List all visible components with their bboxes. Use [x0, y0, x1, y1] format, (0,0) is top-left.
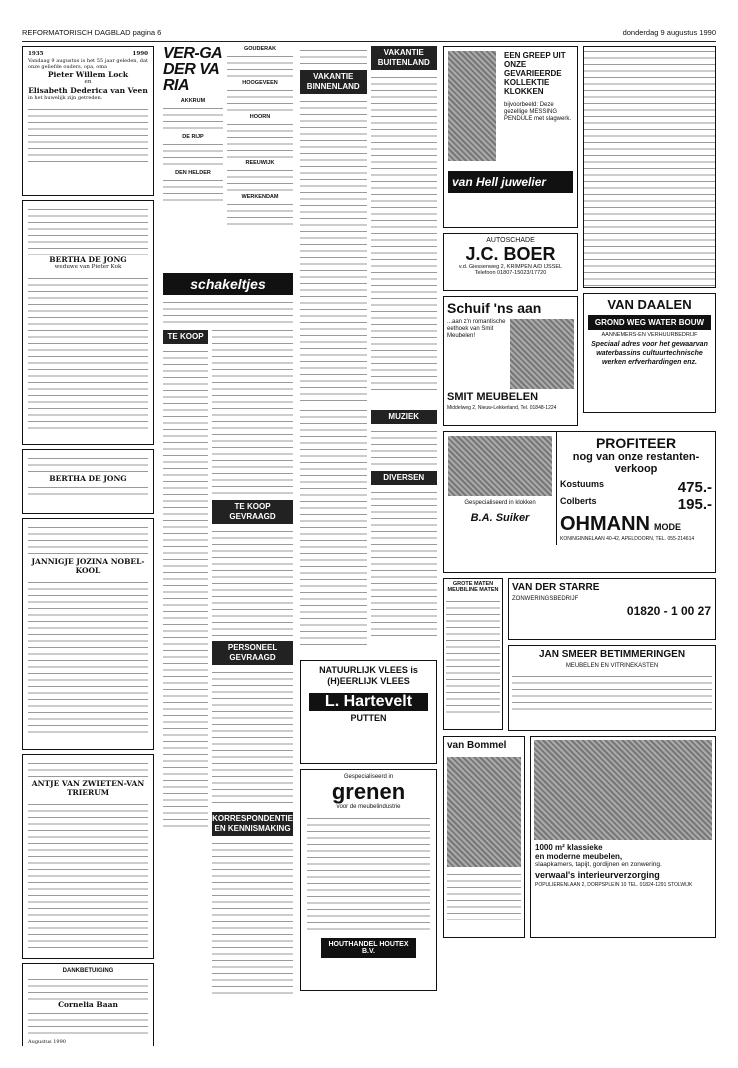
col-meetings-classifieds	[163, 46, 293, 1046]
eethoek-image	[510, 319, 574, 389]
starre-title: VAN DER STARRE	[512, 582, 600, 593]
schakeltjes-intro	[163, 298, 293, 326]
classifieds-right	[371, 46, 438, 406]
section-diversen: DIVERSEN	[371, 471, 438, 485]
grenen-pre: Gespecialiseerd in	[343, 774, 394, 780]
anniversary-notice	[22, 46, 154, 196]
vlees-title: NATUURLIJK VLEES is (H)EERLIJK VLEES	[319, 665, 418, 686]
meeting-list-left	[163, 98, 223, 206]
boer-ad	[443, 233, 578, 291]
meeting-town: WERKENDAM	[241, 194, 279, 200]
suiker-ad	[444, 432, 556, 545]
smit-brand: SMIT MEUBELEN	[447, 391, 539, 403]
name-1: Pieter Willem Lock	[47, 70, 129, 80]
body-text-lines	[28, 454, 148, 474]
daalen-slogan: Speciaal adres voor het gewaarvan waterbassins cultuurtechnische werken erfverhardingen enz.	[591, 341, 708, 366]
name-2: Elisabeth Dederica van Veen	[28, 86, 148, 96]
classified-text	[300, 46, 367, 66]
family-name: Cornelia Baan	[58, 1000, 118, 1009]
thanks-footer: Augustus 1990	[28, 1039, 66, 1045]
intro-text: Vandaag 9 augustus is het 55 jaar geleden, dat onze geliefde ouders, opa, oma	[28, 58, 148, 71]
classified-text	[212, 839, 293, 999]
ohmann-ad	[443, 431, 716, 573]
classified-text	[212, 527, 293, 637]
starre-ad	[508, 578, 716, 640]
death-notice-4	[22, 754, 154, 959]
starre-phone: 01820 - 1 00 27	[626, 604, 711, 618]
body-text-lines	[28, 800, 148, 950]
boer-kind: AUTOSCHADE	[486, 237, 535, 244]
grenen-sub: voor de meubelindustrie	[336, 804, 401, 810]
col-advertisements	[443, 46, 716, 1046]
meubiline-text	[446, 597, 500, 717]
meeting-details	[227, 166, 293, 194]
smit-address: Middelweg 2, Nieuw-Lekkerland, Tel. 01848-1224	[447, 405, 557, 411]
classifieds-right	[212, 326, 293, 1016]
meeting-town: AKKRUM	[180, 98, 206, 104]
header-left: REFORMATORISCH DAGBLAD pagina 6	[22, 28, 162, 37]
smit-ad	[443, 296, 578, 426]
year-left: 1935	[28, 51, 44, 57]
year-right: 1990	[132, 51, 148, 57]
meeting-town: DEN HELDER	[175, 170, 211, 176]
ohmann-logo: OHMANN	[560, 513, 650, 535]
body-text-lines	[28, 523, 148, 557]
header-rule	[22, 41, 716, 42]
daalen-logo: GROND WEG WATER BOUW	[588, 315, 711, 330]
classified-text	[300, 97, 367, 407]
meeting-town: HOORN	[249, 114, 271, 120]
classified-text	[163, 347, 208, 827]
grenen-title: grenen	[331, 779, 406, 804]
deceased-name: JANNIGJE JOZINA NOBEL-KOOL	[31, 557, 145, 575]
page-header	[22, 24, 716, 38]
section-personeel-gevraagd: PERSONEEL GEVRAAGD	[212, 641, 293, 665]
classified-text	[300, 406, 367, 646]
boer-phone: Telefoon 01807-15023/17720	[474, 270, 547, 276]
classified-text	[371, 427, 438, 467]
meubiline-title: GROTE MATEN MEUBILINE MATEN	[447, 581, 499, 593]
pendule-image	[448, 51, 496, 161]
profiteer-title: PROFITEER	[595, 435, 677, 451]
vlees-city: PUTTEN	[350, 713, 387, 723]
body-text-lines	[28, 578, 148, 738]
classified-text	[371, 488, 438, 638]
daalen-tag: AANNEMERS-EN VERHUURBEDRIJF	[601, 332, 698, 338]
profiteer-sub: nog van onze restanten-verkoop	[572, 451, 700, 475]
deceased-name: BERTHA DE JONG	[49, 474, 127, 483]
suiker-name: B.A. Suiker	[470, 512, 530, 524]
jan-title: JAN SMEER BETIMMERINGEN	[538, 649, 686, 660]
classifieds-left-lower	[300, 406, 367, 656]
boer-name: J.C. BOER	[465, 244, 556, 264]
schakeltjes-logo: schakeltjes	[163, 273, 293, 295]
col-vacation-misc	[300, 46, 437, 1046]
meeting-details	[227, 52, 293, 80]
tapijt-ad	[530, 736, 716, 938]
tapijt-line3: slaapkamers, tapijt, gordijnen en zonwering.	[535, 861, 662, 868]
body-text-lines	[28, 274, 148, 434]
meeting-details	[227, 86, 293, 114]
boer-address: v.d. Giessenweg 2, KRIMPEN A/D IJSSEL	[458, 264, 563, 270]
smit-sub: ...aan z'n romantische eethoek van Smit Meubelen!	[447, 319, 506, 339]
daalen-title: VAN DAALEN	[607, 297, 692, 312]
bommel-brand: van Bommel	[447, 740, 507, 751]
meeting-list-right	[227, 46, 293, 271]
tapijt-line2: en moderne meubelen,	[535, 852, 623, 861]
vlees-ad	[300, 660, 437, 764]
houtex-logo: HOUTHANDEL HOUTEX B.V.	[321, 938, 416, 958]
death-notice-2	[22, 449, 154, 514]
item-name: Kostuums	[560, 479, 605, 489]
meeting-details	[163, 140, 223, 170]
jan-body: MEUBELEN EN VITRINEKASTEN	[565, 663, 659, 669]
bommel-text	[447, 870, 521, 920]
section-vakantie-binnenland: VAKANTIE BINNENLAND	[300, 70, 367, 94]
van-daalen-ad	[583, 293, 716, 413]
vlees-brand: L. Hartevelt	[309, 693, 428, 711]
clock-image	[448, 436, 552, 496]
classified-text	[212, 326, 293, 496]
bommel-ad	[443, 736, 525, 938]
classifieds-right-lower	[371, 406, 438, 656]
jan-text	[512, 672, 712, 712]
boot-image	[447, 757, 521, 867]
smit-title: Schuif 'ns aan	[447, 300, 542, 316]
deceased-name: ANTJE VAN ZWIETEN-VAN TRIERUM	[31, 779, 145, 797]
name-and: en	[84, 79, 92, 86]
grenen-sizes	[307, 814, 430, 934]
death-notice-3	[22, 518, 154, 750]
meeting-details	[163, 104, 223, 134]
ohmann-address: KONINGINNELAAN 40-42, APELDOORN, TEL. 055-214614	[560, 536, 695, 542]
tapijt-line4: verwaal's interieurverzorging	[535, 870, 660, 880]
meeting-town: HOOGEVEEN	[242, 80, 278, 86]
body-text-lines	[28, 105, 148, 165]
ohmann-mode: MODE	[654, 522, 681, 532]
clock-ad	[443, 46, 578, 228]
furniture-image	[534, 740, 712, 840]
section-vakantie-buitenland: VAKANTIE BUITENLAND	[371, 46, 438, 70]
body-text-lines	[28, 483, 148, 497]
meubiline-ad	[443, 578, 503, 730]
clock-ad-offer: bijvoorbeeld: Deze gezellige MESSING PENDULE met slagwerk.	[504, 102, 572, 122]
section-muziek: MUZIEK	[371, 410, 438, 424]
meeting-town: GOUDERAK	[243, 46, 277, 52]
deceased-sub: weduwe van Pieter Kok	[54, 264, 122, 270]
classified-text	[212, 668, 293, 808]
meeting-details	[227, 120, 293, 160]
grenen-ad	[300, 769, 437, 991]
header-right: donderdag 9 augustus 1990	[622, 28, 716, 37]
tapijt-address: POPULIERENLAAN 2, DORPSPLEIN 10 TEL. 01824-1291 STOLWIJK	[535, 882, 693, 888]
vergader-varia-block	[163, 46, 223, 271]
body-text-lines	[28, 759, 148, 779]
item-price: 475.-	[677, 479, 712, 496]
item-price: 195.-	[677, 496, 712, 513]
meeting-town: DE RIJP	[182, 134, 204, 140]
classifieds-left	[163, 326, 208, 1016]
death-notice-1	[22, 200, 154, 445]
profiteer-ad	[556, 432, 715, 545]
vergader-varia-logo: VER-GADER VARIA	[163, 46, 223, 94]
body-text-lines	[28, 1009, 148, 1039]
meeting-town: REEUWIJK	[245, 160, 275, 166]
body-text-lines	[28, 205, 148, 255]
section-korrespondentie: KORRESPONDENTIE EN KENNISMAKING	[212, 812, 293, 836]
deceased-name: BERTHA DE JONG	[49, 255, 127, 264]
classified-text	[371, 73, 438, 393]
body-text-lines	[28, 975, 148, 1000]
starre-sub: ZONWERINGSBEDRIJF	[512, 596, 579, 602]
section-te-koop: TE KOOP	[163, 330, 208, 344]
clock-ad-title: EEN GREEP UIT ONZE GEVARIEERDE KOLLEKTIE KLOKKEN	[504, 51, 566, 96]
meeting-details	[163, 176, 223, 206]
meeting-details	[227, 200, 293, 228]
classifieds-left	[300, 46, 367, 406]
item-name: Colberts	[560, 496, 597, 506]
closing-text: in het huwelijk zijn getreden.	[28, 95, 103, 102]
section-te-koop-gevraagd: TE KOOP GEVRAAGD	[212, 500, 293, 524]
van-hell-logo: van Hell juwelier	[448, 171, 573, 193]
col-family-notices	[22, 46, 154, 1046]
thanks-notice	[22, 963, 154, 1046]
tapijt-line1: 1000 m² klassieke	[535, 843, 603, 852]
thanks-title: DANKBETUIGING	[62, 968, 114, 974]
jan-smeer-ad	[508, 645, 716, 731]
right-notices	[583, 46, 716, 288]
suiker-title: Gespecialiseerd in klokken	[464, 500, 536, 506]
